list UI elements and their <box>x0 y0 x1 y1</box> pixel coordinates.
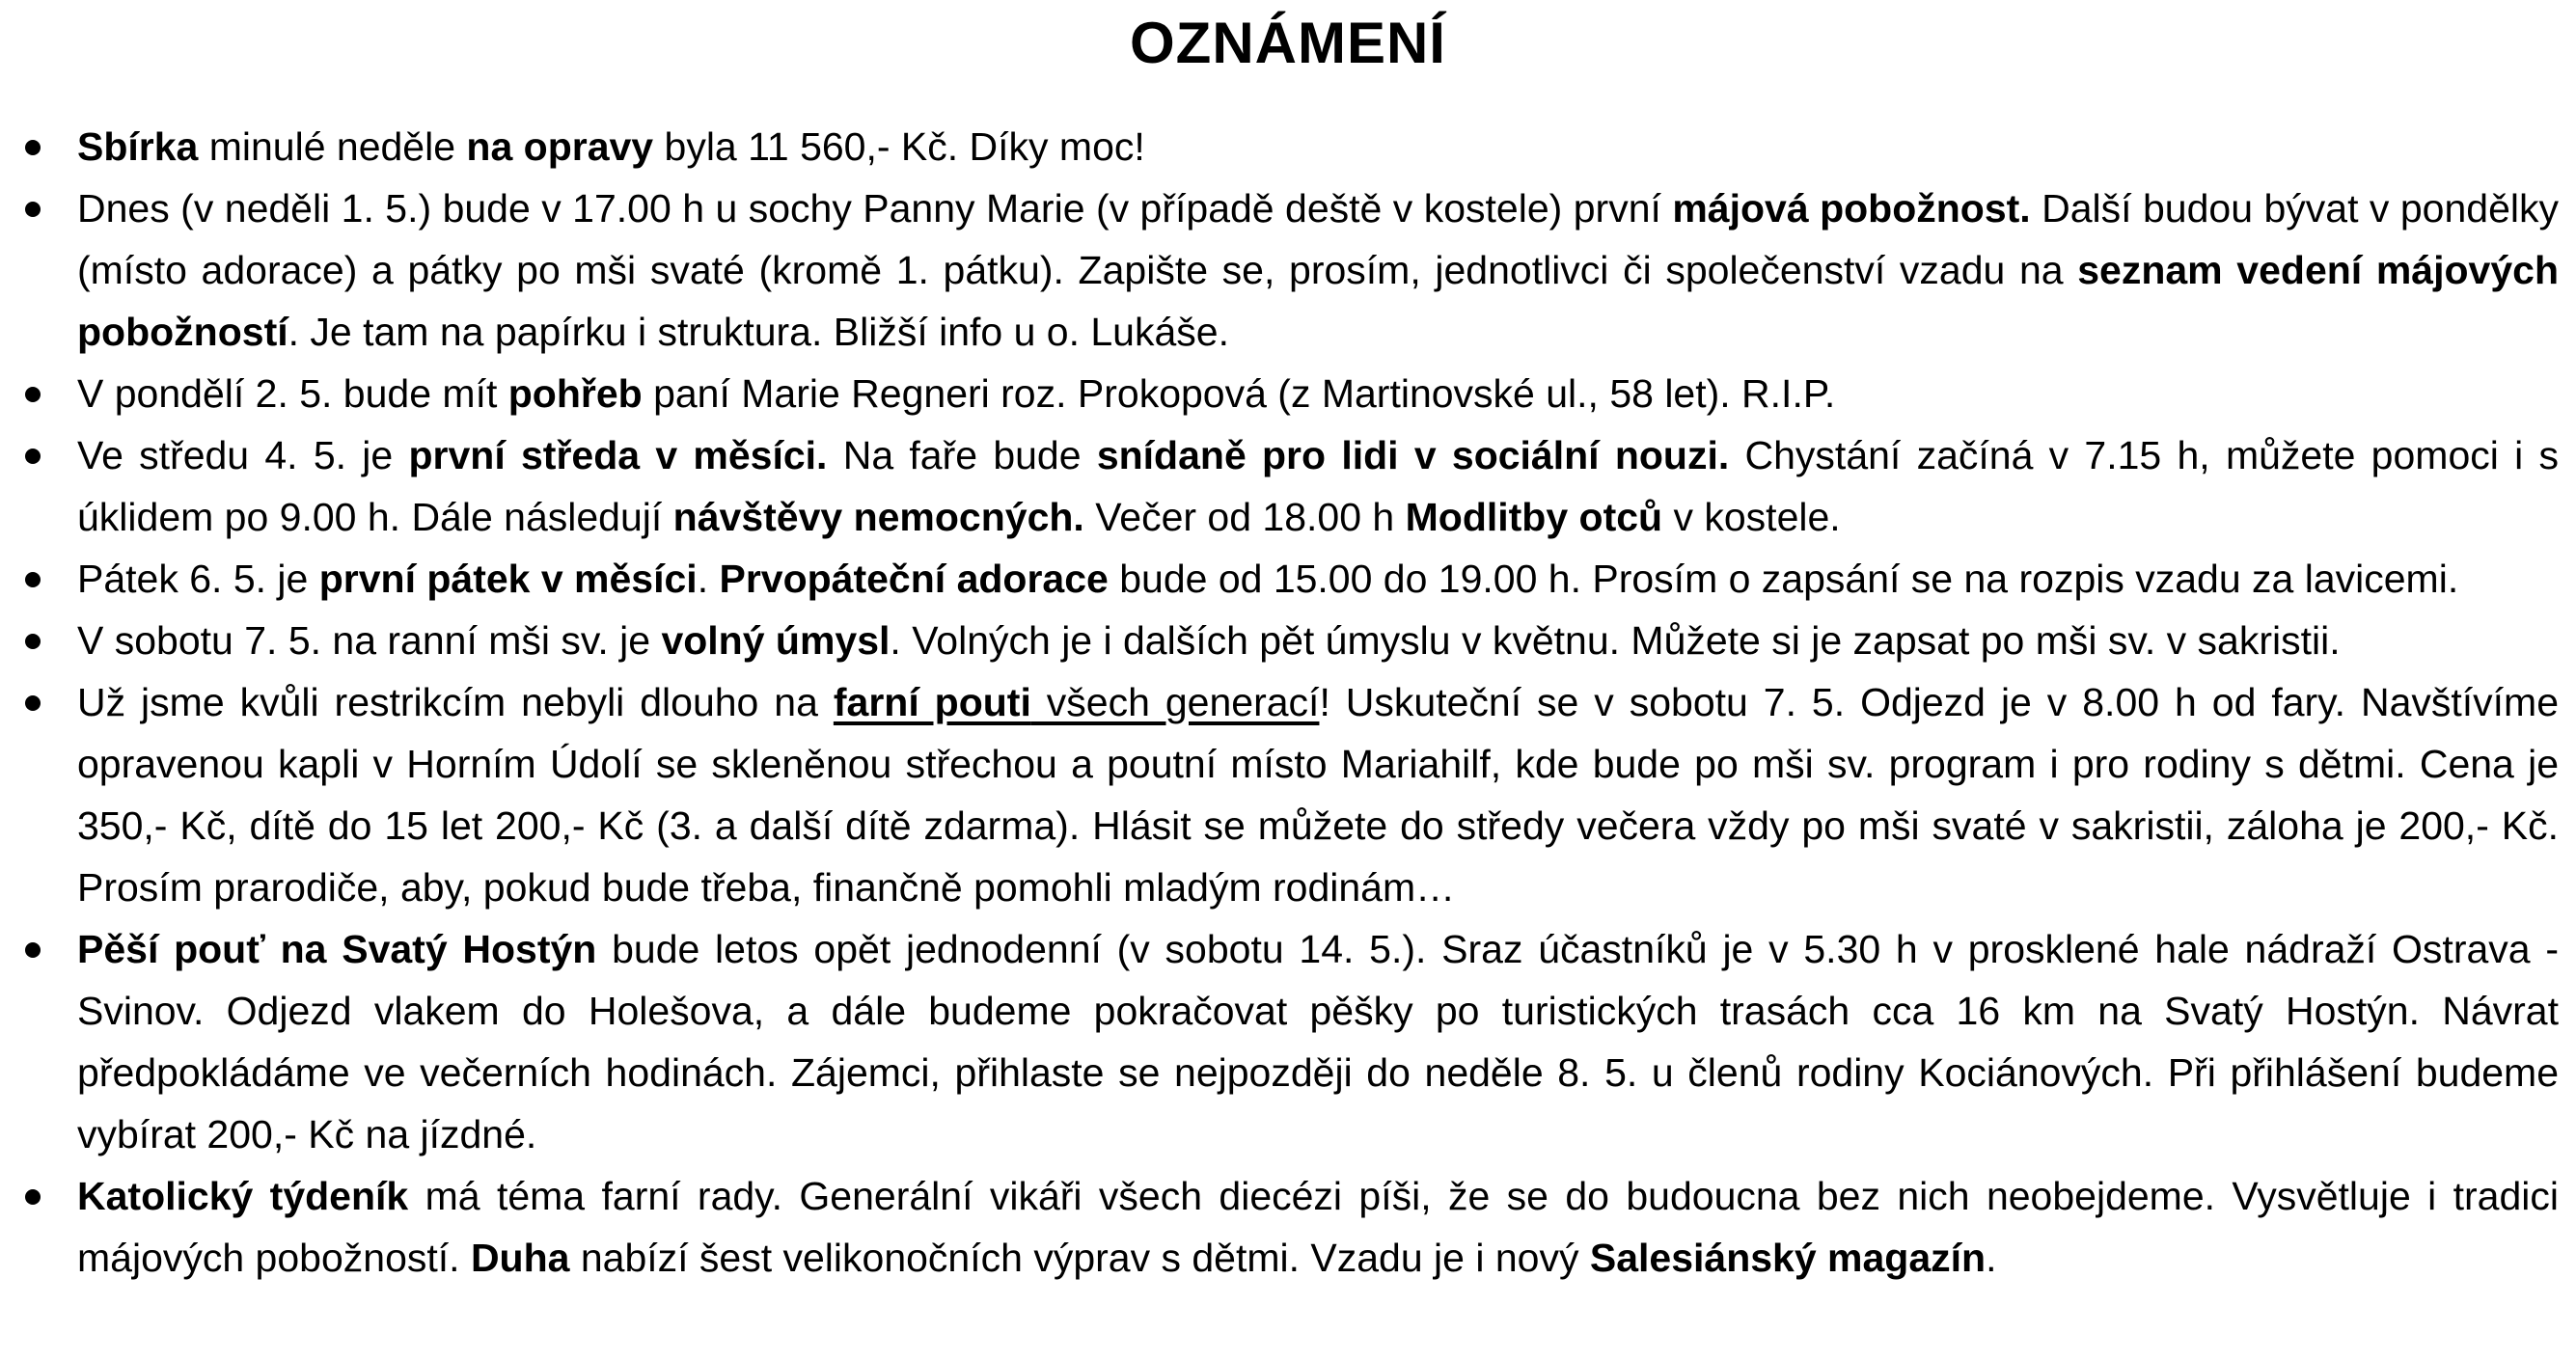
emphasis-text: Prvopáteční adorace <box>719 557 1109 601</box>
announcement-text: Chystání začíná v 7.15 h, můžete pomoci i s úklidem po 9.00 h. Dále následují <box>77 433 2559 539</box>
bullet-icon <box>25 695 41 711</box>
announcement-item <box>17 116 2559 177</box>
bullet-icon <box>25 387 41 402</box>
emphasis-text: snídaně pro lidi v sociální nouzi. <box>1096 433 1730 477</box>
announcement-text: bude od 15.00 do 19.00 h. Prosím o zapsání se na rozpis vzadu za lavicemi. <box>1108 557 2459 601</box>
announcement-item <box>17 363 2559 424</box>
emphasis-text: první pátek v měsíci <box>318 557 698 601</box>
announcement-text: . Volných je i dalších pět úmyslu v květnu. Můžete si je zapsat po mši sv. v sakristii. <box>890 618 2341 663</box>
bullet-icon <box>25 634 41 649</box>
announcement-text: ! Uskuteční se v sobotu 7. 5. Odjezd je v 8.00 h od fary. Navštívíme opravenou kapli v Horním Údolí se skleněnou střechou a poutní místo Mariahilf, kde bude po mši sv. program i pro rodiny s dětmi. Cena je 350,- Kč, dítě do 15 let 200,- Kč (3. a další dítě zdarma). Hlásit se můžete do středy večera vždy po mši svaté v sakristii, záloha je 200,- Kč. Prosím prarodiče, aby, pokud bude třeba, finančně pomohli mladým rodinám… <box>77 680 2560 910</box>
announcement-text: Ve středu 4. 5. je <box>77 433 409 477</box>
emphasis-text: Modlitby otců <box>1405 495 1663 539</box>
emphasis-text: návštěvy nemocných. <box>672 495 1084 539</box>
emphasis-text: Salesiánský magazín <box>1589 1236 1987 1280</box>
bullet-icon <box>25 572 41 587</box>
announcement-text: Večer od 18.00 h <box>1083 495 1406 539</box>
emphasis-text: první středa v měsíci. <box>408 433 828 477</box>
announcement-text: Pátek 6. 5. je <box>77 557 319 601</box>
announcement-text: Už jsme kvůli restrikcím nebyli dlouho na <box>77 680 834 724</box>
emphasis-text: volný úmysl <box>661 618 891 663</box>
announcement-text: . <box>1986 1236 1997 1280</box>
bullet-icon <box>25 449 41 464</box>
announcement-item <box>17 548 2559 610</box>
announcement-item <box>17 671 2559 918</box>
page-title: OZNÁMENÍ <box>1130 11 1446 75</box>
announcement-text: Dnes (v neděli 1. 5.) bude v 17.00 h u sochy Panny Marie (v případě deště v kostele) první <box>77 186 1673 231</box>
emphasis-text: na opravy <box>466 124 654 169</box>
emphasis-text: farní pouti <box>833 680 1031 724</box>
emphasis-text: Katolický týdeník <box>77 1174 409 1218</box>
announcement-item <box>17 424 2559 548</box>
announcement-text: Na faře bude <box>827 433 1097 477</box>
announcement-text: v kostele. <box>1662 495 1841 539</box>
announcement-text: paní Marie Regneri roz. Prokopová (z Martinovské ul., 58 let). R.I.P. <box>642 371 1836 416</box>
emphasis-text: Duha <box>470 1236 570 1280</box>
emphasis-text: pohřeb <box>507 371 643 416</box>
announcement-item <box>17 918 2559 1165</box>
bullet-icon <box>25 202 41 217</box>
announcement-text: nabízí šest velikonočních výprav s dětmi. Vzadu je i nový <box>569 1236 1590 1280</box>
announcement-item <box>17 610 2559 671</box>
announcement-text: byla 11 560,- Kč. Díky moc! <box>653 124 1145 169</box>
announcement-text: V sobotu 7. 5. na ranní mši sv. je <box>77 618 662 663</box>
announcement-text: . Je tam na papírku i struktura. Bližší info u o. Lukáše. <box>288 310 1229 354</box>
emphasis-text: Pěší pouť na Svatý Hostýn <box>77 927 597 971</box>
announcement-text: . <box>697 557 720 601</box>
announcement-text: všech generací <box>1030 680 1320 724</box>
announcement-text: V pondělí 2. 5. bude mít <box>77 371 508 416</box>
bullet-icon <box>25 1189 41 1205</box>
bullet-icon <box>25 942 41 958</box>
bullet-icon <box>25 140 41 155</box>
announcement-item <box>17 177 2559 363</box>
emphasis-text: seznam vedení májových pobožností <box>77 248 2559 354</box>
announcement-list <box>17 116 2559 1289</box>
announcement-text: minulé neděle <box>198 124 467 169</box>
announcement-item <box>17 1165 2559 1289</box>
emphasis-text: Sbírka <box>77 124 199 169</box>
announcement-text: Další budou bývat v pondělky (místo adorace) a pátky po mši svaté (kromě 1. pátku). Zapište se, prosím, jednotlivci či společenství vzadu na <box>77 186 2559 292</box>
emphasis-text: májová pobožnost. <box>1672 186 2031 231</box>
announcement-text: má téma farní rady. Generální vikáři všech diecézi píši, že se do budoucna bez nich neobejdeme. Vysvětluje i tradici májových pobožností. <box>77 1174 2559 1280</box>
announcement-text: bude letos opět jednodenní (v sobotu 14. 5.). Sraz účastníků je v 5.30 h v prosklené hale nádraží Ostrava - Svinov. Odjezd vlakem do Holešova, a dále budeme pokračovat pěšky po turistických trasách cca 16 km na Svatý Hostýn. Návrat předpokládáme ve večerních hodinách. Zájemci, přihlaste se nejpozději do neděle 8. 5. u členů rodiny Kociánových. Při přihlášení budeme vybírat 200,- Kč na jízdné. <box>77 927 2559 1156</box>
